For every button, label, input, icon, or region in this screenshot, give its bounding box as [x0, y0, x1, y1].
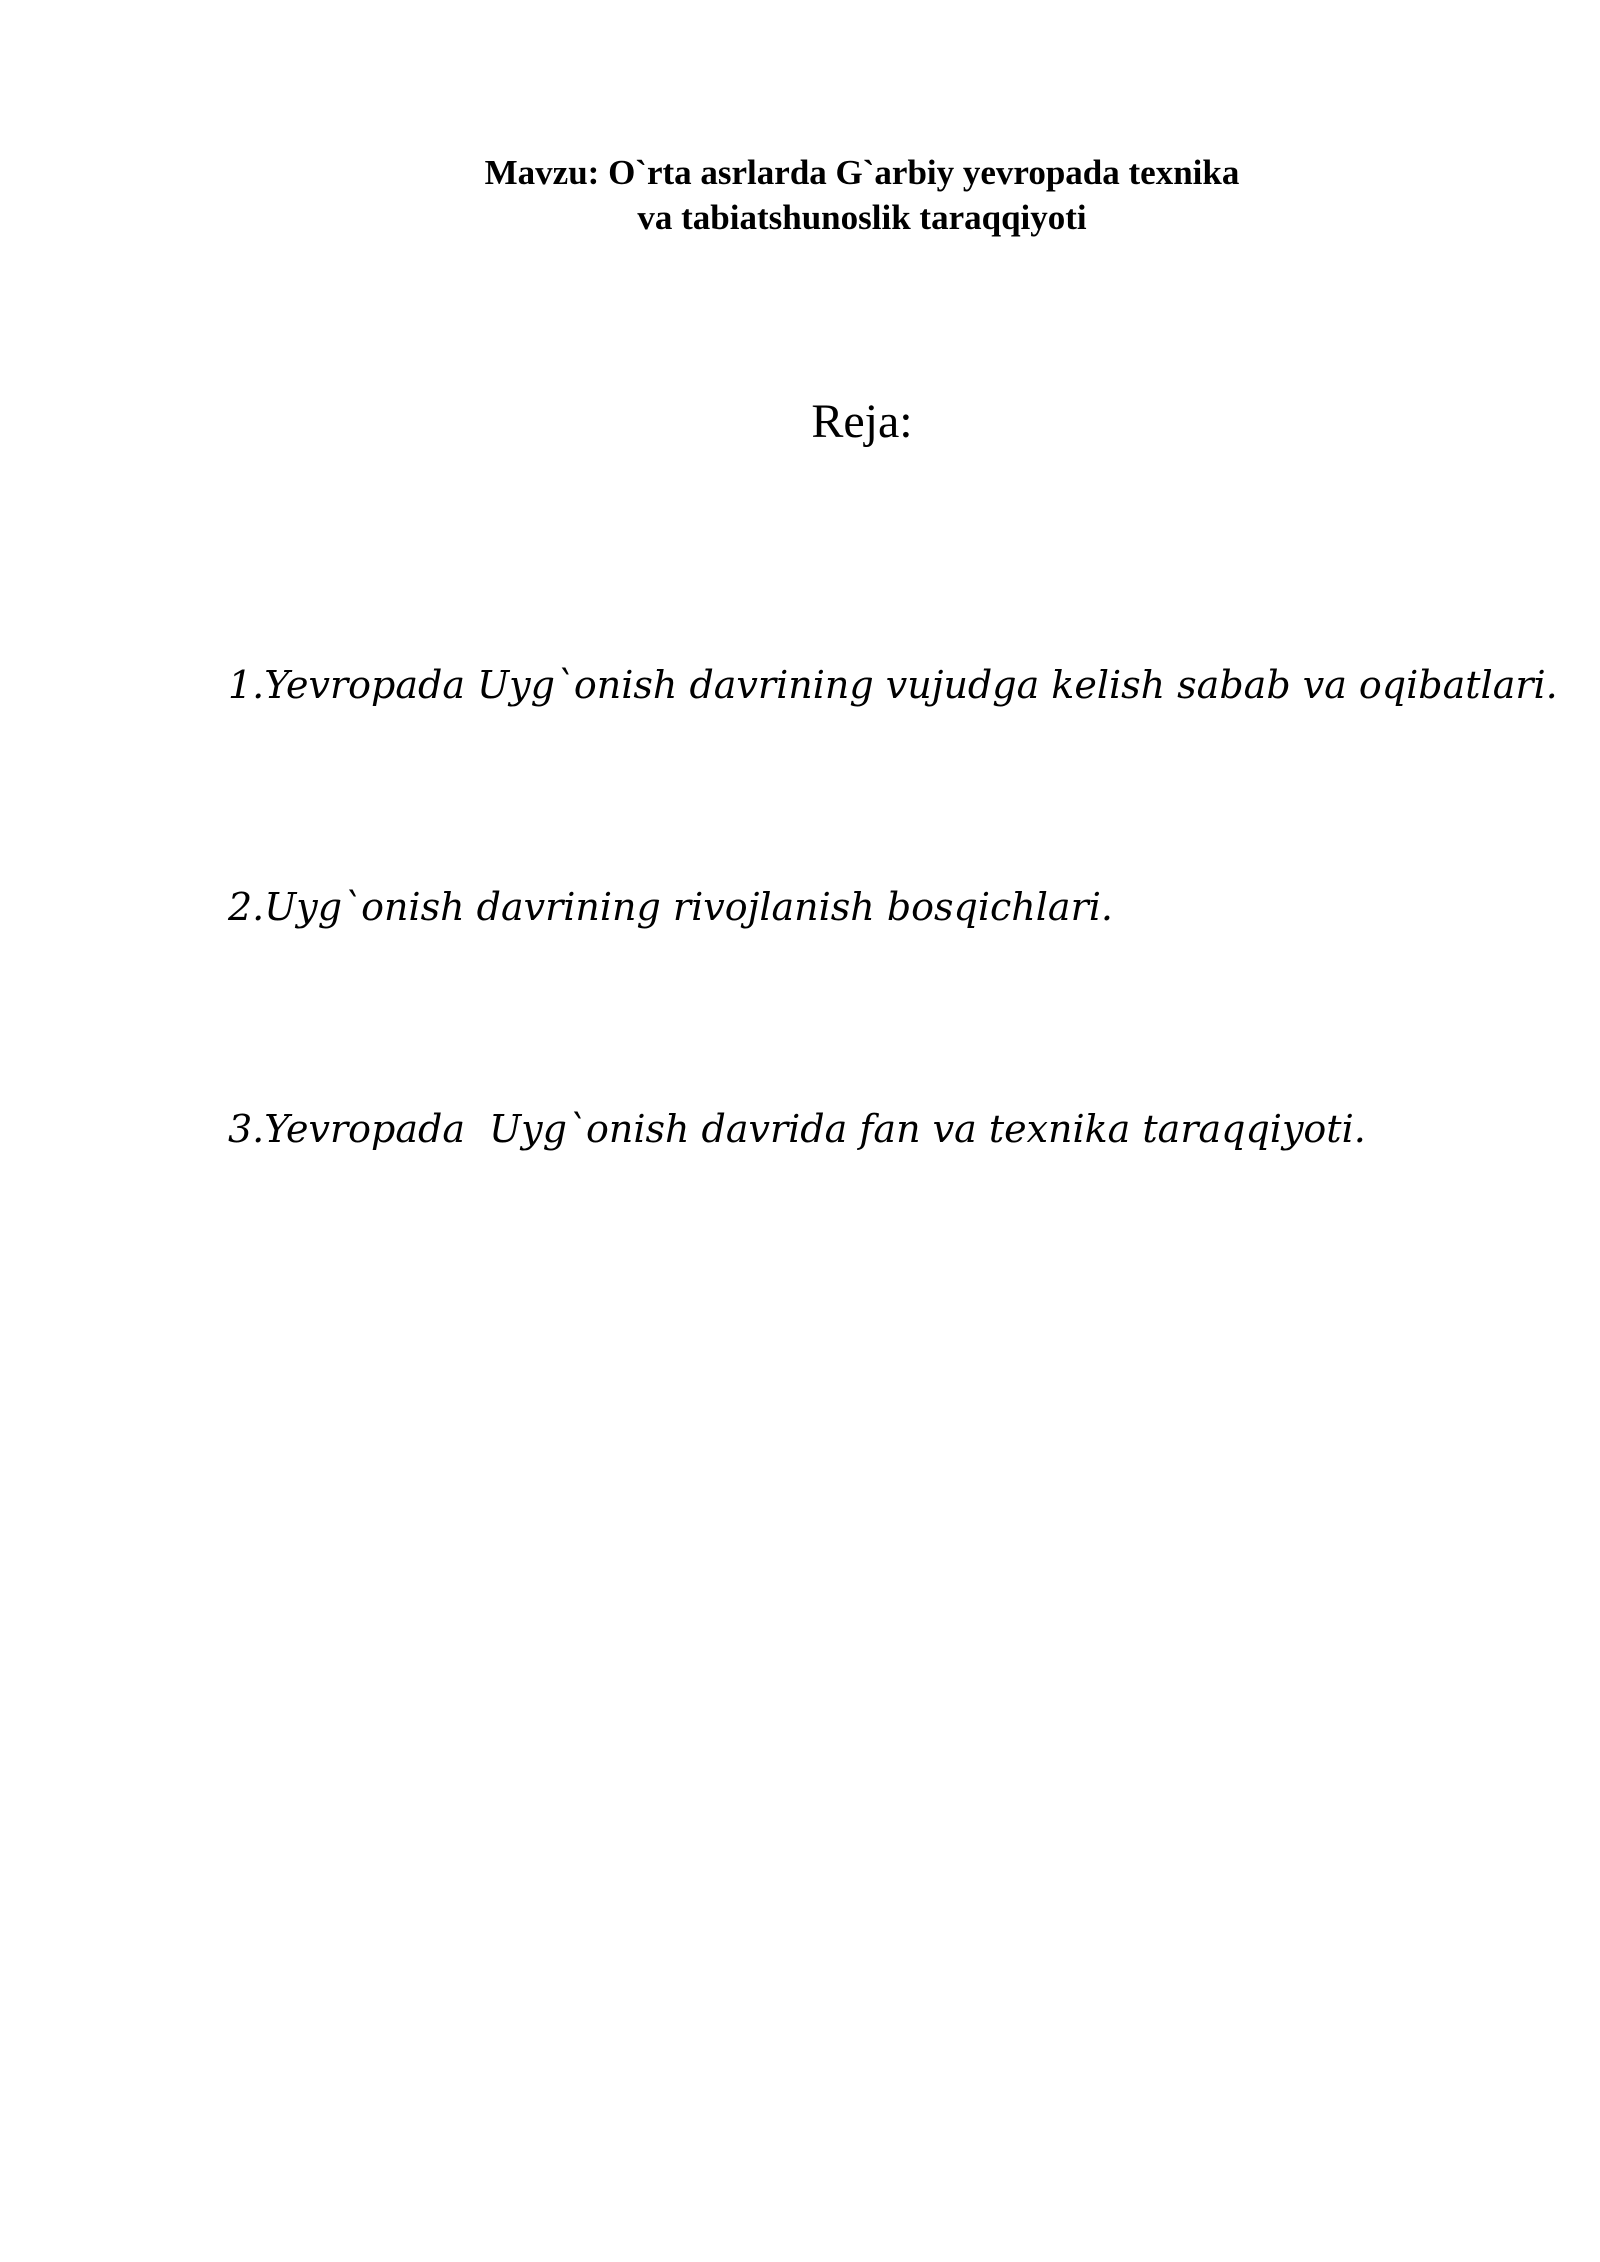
plan-item-1: 1.Yevropada Uyg`onish davrining vujudga kelish sabab va oqibatlari. [228, 663, 1558, 707]
title-line-2: va tabiatshunoslik taraqqiyoti [637, 198, 1087, 237]
plan-list [228, 500, 1558, 1314]
title-line-1: Mavzu: O`rta asrlarda G`arbiy yevropada texnika [484, 153, 1240, 192]
plan-item-2: 2.Uyg`onish davrining rivojlanish bosqichlari. [228, 885, 1113, 929]
document-title [0, 150, 1600, 240]
plan-heading-text: Reja: [811, 395, 913, 448]
plan-item-3: 3.Yevropada Uyg`onish davrida fan va texnika taraqqiyoti. [228, 1107, 1366, 1151]
plan-heading [0, 392, 1600, 452]
